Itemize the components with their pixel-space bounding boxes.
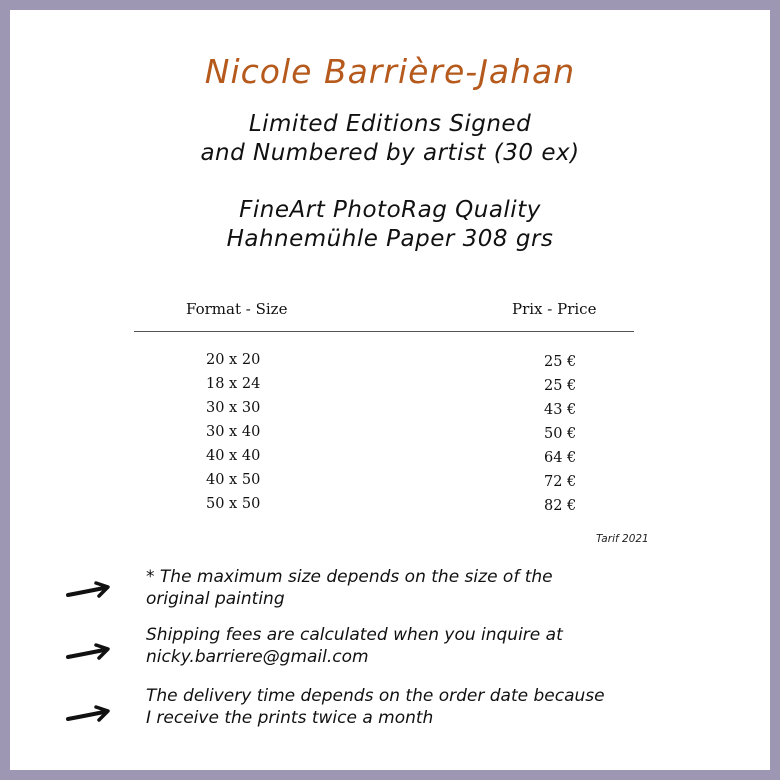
tarif-year: Tarif 2021 xyxy=(596,533,649,545)
size-cell: 18 x 24 xyxy=(206,376,261,392)
price-cell: 72 € xyxy=(544,474,577,490)
column-header-price: Prix - Price xyxy=(512,300,597,318)
size-cell: 30 x 30 xyxy=(206,400,261,416)
contact-email[interactable]: nicky.barriere@gmail.com xyxy=(146,647,369,667)
price-cell: 43 € xyxy=(544,402,577,418)
table-row xyxy=(10,424,770,448)
editions-line-2: and Numbered by artist (30 ex) xyxy=(200,140,580,166)
note-line: Shipping fees are calculated when you inquire at xyxy=(146,625,563,645)
note-line: I receive the prints twice a month xyxy=(146,708,434,728)
paper-line-2: Hahnemühle Paper 308 grs xyxy=(226,226,554,252)
table-row xyxy=(10,496,770,520)
price-table-body xyxy=(10,352,770,520)
price-cell: 25 € xyxy=(544,354,577,370)
note-max-size xyxy=(146,566,553,610)
price-cell: 64 € xyxy=(544,450,577,466)
arrow-icon xyxy=(66,580,112,600)
paper-info xyxy=(10,196,770,254)
price-cell: 25 € xyxy=(544,378,577,394)
size-cell: 20 x 20 xyxy=(206,352,261,368)
arrow-icon xyxy=(66,704,112,724)
price-cell: 82 € xyxy=(544,498,577,514)
arrow-icon xyxy=(66,642,112,662)
note-line: The delivery time depends on the order date because xyxy=(146,686,605,706)
note-line: original painting xyxy=(146,589,285,609)
price-card xyxy=(10,10,770,770)
note-line: * The maximum size depends on the size of the xyxy=(146,567,553,587)
editions-line-1: Limited Editions Signed xyxy=(248,111,532,137)
header-divider xyxy=(134,331,634,332)
table-row xyxy=(10,472,770,496)
table-row xyxy=(10,400,770,424)
price-cell: 50 € xyxy=(544,426,577,442)
table-row xyxy=(10,352,770,376)
size-cell: 40 x 40 xyxy=(206,448,261,464)
note-delivery xyxy=(146,685,605,729)
column-header-format: Format - Size xyxy=(186,300,288,318)
size-cell: 50 x 50 xyxy=(206,496,261,512)
artist-name: Nicole Barrière-Jahan xyxy=(204,52,576,91)
table-row xyxy=(10,376,770,400)
size-cell: 40 x 50 xyxy=(206,472,261,488)
table-row xyxy=(10,448,770,472)
note-shipping xyxy=(146,624,563,668)
paper-line-1: FineArt PhotoRag Quality xyxy=(239,197,541,223)
size-cell: 30 x 40 xyxy=(206,424,261,440)
editions-info xyxy=(10,110,770,168)
